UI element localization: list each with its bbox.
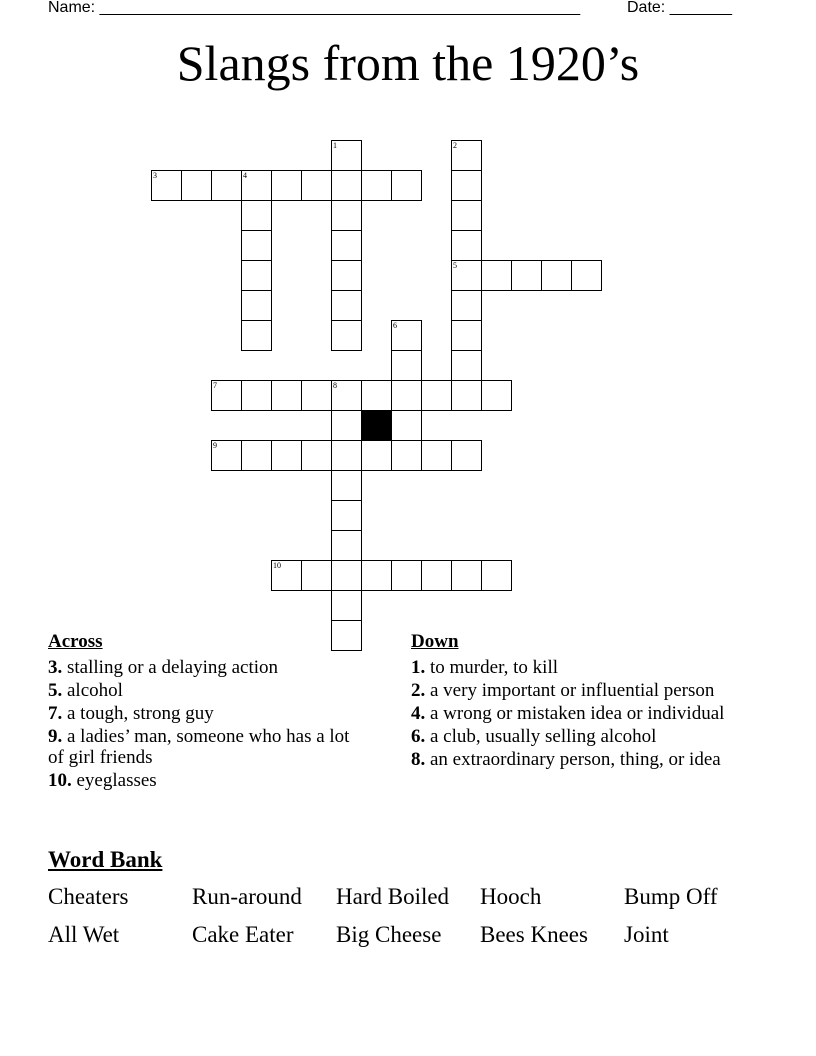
grid-cell[interactable] [421, 380, 452, 411]
grid-cell[interactable] [271, 440, 302, 471]
word-bank-item: Bump Off [624, 884, 718, 909]
grid-cell[interactable] [331, 320, 362, 351]
across-clue-list [48, 657, 368, 793]
grid-cell[interactable] [241, 230, 272, 261]
clue-number: 3 [153, 171, 157, 180]
grid-cell[interactable] [331, 620, 362, 651]
clue-text: alcohol [62, 680, 123, 701]
grid-cell[interactable] [331, 140, 362, 171]
clue-num: 1. [411, 657, 426, 678]
clue-item [411, 726, 731, 747]
grid-cell[interactable] [451, 230, 482, 261]
grid-cell[interactable] [331, 200, 362, 231]
clue-text: a wrong or mistaken idea or individual [425, 703, 725, 724]
clue-num: 10. [48, 770, 72, 791]
clue-number: 6 [393, 321, 397, 330]
grid-cell[interactable] [211, 440, 242, 471]
clue-item [48, 726, 368, 768]
grid-cell[interactable] [391, 380, 422, 411]
grid-cell[interactable] [241, 260, 272, 291]
clue-num: 5. [48, 680, 63, 701]
grid-cell[interactable] [421, 440, 452, 471]
word-bank-item: Run-around [192, 884, 302, 909]
clue-item [48, 770, 368, 791]
grid-cell[interactable] [361, 440, 392, 471]
grid-cell[interactable] [331, 380, 362, 411]
clue-text: a club, usually selling alcohol [425, 726, 657, 747]
grid-cell[interactable] [421, 560, 452, 591]
word-bank-item: Cheaters [48, 884, 129, 909]
grid-cell[interactable] [361, 170, 392, 201]
grid-cell[interactable] [481, 380, 512, 411]
grid-cell[interactable] [391, 350, 422, 381]
clue-num: 3. [48, 657, 63, 678]
grid-cell[interactable] [391, 440, 422, 471]
clue-num: 8. [411, 749, 426, 770]
name-field-label: Name: ______________________________________________________ [48, 0, 581, 16]
grid-cell[interactable] [451, 440, 482, 471]
clue-number: 9 [213, 441, 217, 450]
grid-cell[interactable] [301, 440, 332, 471]
grid-cell[interactable] [241, 320, 272, 351]
grid-cell[interactable] [391, 320, 422, 351]
grid-cell[interactable] [241, 290, 272, 321]
clue-item [411, 749, 731, 770]
word-bank-item: Cake Eater [192, 922, 294, 947]
clue-text: a tough, strong guy [62, 703, 214, 724]
clue-item [48, 680, 368, 701]
down-heading: Down [411, 631, 459, 652]
clue-item [48, 657, 368, 678]
grid-cell[interactable] [241, 440, 272, 471]
grid-cell[interactable] [301, 170, 332, 201]
word-bank [48, 883, 768, 963]
grid-cell[interactable] [571, 260, 602, 291]
grid-cell[interactable] [511, 260, 542, 291]
grid-cell[interactable] [331, 500, 362, 531]
grid-cell[interactable] [211, 170, 242, 201]
clue-num: 6. [411, 726, 426, 747]
grid-cell[interactable] [211, 380, 242, 411]
clue-num: 2. [411, 680, 426, 701]
date-field-label: Date: _______ [627, 0, 732, 16]
grid-cell[interactable] [331, 170, 362, 201]
grid-cell[interactable] [481, 560, 512, 591]
grid-cell[interactable] [451, 290, 482, 321]
grid-cell[interactable] [391, 560, 422, 591]
grid-cell[interactable] [391, 410, 422, 441]
grid-cell[interactable] [541, 260, 572, 291]
grid-cell[interactable] [451, 140, 482, 171]
grid-cell[interactable] [151, 170, 182, 201]
clue-number: 4 [243, 171, 247, 180]
clue-number: 2 [453, 141, 457, 150]
grid-cell[interactable] [241, 170, 272, 201]
grid-cell[interactable] [451, 170, 482, 201]
grid-cell[interactable] [331, 560, 362, 591]
grid-cell[interactable] [451, 560, 482, 591]
black-cell [361, 410, 392, 441]
grid-cell[interactable] [181, 170, 212, 201]
word-bank-item: All Wet [48, 922, 120, 947]
grid-cell[interactable] [241, 200, 272, 231]
clue-item [411, 680, 731, 701]
grid-cell[interactable] [361, 560, 392, 591]
across-heading: Across [48, 631, 103, 652]
grid-cell[interactable] [451, 380, 482, 411]
grid-cell[interactable] [451, 200, 482, 231]
down-clue-list [411, 657, 731, 772]
clue-number: 8 [333, 381, 337, 390]
clue-item [411, 657, 731, 678]
word-bank-item: Joint [624, 922, 669, 947]
word-bank-item: Big Cheese [336, 922, 442, 947]
grid-cell[interactable] [361, 380, 392, 411]
clue-num: 9. [48, 726, 63, 747]
grid-cell[interactable] [331, 470, 362, 501]
grid-cell[interactable] [481, 260, 512, 291]
grid-cell[interactable] [451, 320, 482, 351]
clue-item [48, 703, 368, 724]
word-bank-item: Hard Boiled [336, 884, 450, 909]
clue-text: eyeglasses [71, 770, 157, 791]
grid-cell[interactable] [331, 410, 362, 441]
clue-num: 4. [411, 703, 426, 724]
clue-text: to murder, to kill [425, 657, 558, 678]
word-bank-title: Word Bank [48, 847, 163, 872]
clue-number: 7 [213, 381, 217, 390]
word-bank-item: Bees Knees [480, 922, 588, 947]
clue-num: 7. [48, 703, 63, 724]
grid-cell[interactable] [241, 380, 272, 411]
grid-cell[interactable] [331, 230, 362, 261]
grid-cell[interactable] [271, 170, 302, 201]
clue-item [411, 703, 731, 724]
grid-cell[interactable] [331, 440, 362, 471]
grid-cell[interactable] [451, 260, 482, 291]
clue-text: an extraordinary person, thing, or idea [425, 749, 721, 770]
grid-cell[interactable] [331, 530, 362, 561]
clue-text: a ladies’ man, someone who has a lot of girl friends [48, 726, 350, 768]
grid-cell[interactable] [331, 590, 362, 621]
clue-text: stalling or a delaying action [62, 657, 279, 678]
clue-number: 1 [333, 141, 337, 150]
grid-cell[interactable] [301, 560, 332, 591]
page-title: Slangs from the 1920’s [176, 35, 640, 91]
clue-number: 5 [453, 261, 457, 270]
clue-number: 10 [273, 561, 281, 570]
grid-cell[interactable] [331, 260, 362, 291]
grid-cell[interactable] [451, 350, 482, 381]
grid-cell[interactable] [391, 170, 422, 201]
grid-cell[interactable] [331, 290, 362, 321]
clue-text: a very important or influential person [425, 680, 715, 701]
grid-cell[interactable] [271, 560, 302, 591]
word-bank-item: Hooch [480, 884, 542, 909]
grid-cell[interactable] [271, 380, 302, 411]
grid-cell[interactable] [301, 380, 332, 411]
